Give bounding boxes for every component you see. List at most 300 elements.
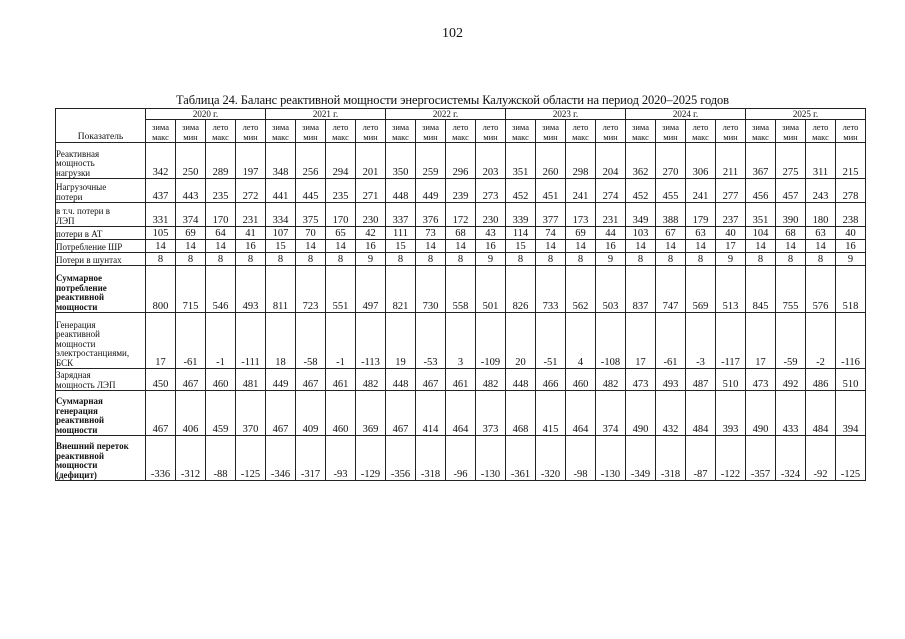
row-label-line: генерация	[56, 405, 98, 416]
value-cell: 179	[686, 203, 716, 227]
value-cell: 270	[656, 143, 686, 179]
value-cell: 63	[686, 227, 716, 240]
row-label-line: нагрузки	[56, 167, 91, 178]
value-cell: 460	[566, 369, 596, 391]
value-cell: 459	[206, 391, 236, 436]
value-cell: -356	[386, 436, 416, 481]
value-cell: 8	[506, 253, 536, 266]
value-cell: 41	[236, 227, 266, 240]
value-cell: 15	[266, 240, 296, 253]
value-cell: 111	[386, 227, 416, 240]
season-header-line: макс	[272, 132, 289, 142]
value-cell: 14	[656, 240, 686, 253]
value-cell: 273	[476, 179, 506, 203]
value-cell: 351	[506, 143, 536, 179]
value-cell: 484	[806, 391, 836, 436]
value-cell: 490	[746, 391, 776, 436]
value-cell: 70	[296, 227, 326, 240]
value-cell: 370	[236, 391, 266, 436]
season-header	[476, 120, 506, 143]
value-cell: -346	[266, 436, 296, 481]
season-header-line: зима	[782, 122, 799, 132]
row-label-line: реактивной	[56, 292, 105, 302]
value-cell: 334	[266, 203, 296, 227]
value-cell: -88	[206, 436, 236, 481]
value-cell: 467	[386, 391, 416, 436]
table-row	[56, 436, 866, 481]
season-header-line: мин	[783, 132, 798, 142]
value-cell: -53	[416, 313, 446, 369]
value-cell: 259	[416, 143, 446, 179]
value-cell: 8	[146, 253, 176, 266]
season-header	[206, 120, 236, 143]
table-row	[56, 143, 866, 179]
value-cell: 455	[656, 179, 686, 203]
value-cell: 448	[386, 179, 416, 203]
year-header: 2025 г.	[746, 109, 866, 120]
value-cell: 415	[536, 391, 566, 436]
value-cell: 294	[326, 143, 356, 179]
value-cell: -109	[476, 313, 506, 369]
value-cell: 74	[536, 227, 566, 240]
value-cell: 197	[236, 143, 266, 179]
value-cell: -318	[656, 436, 686, 481]
row-label-line: мощность	[56, 158, 95, 168]
row-label-line: потери	[56, 191, 83, 202]
value-cell: 460	[206, 369, 236, 391]
season-header-line: лето	[572, 122, 589, 132]
value-cell: 271	[356, 179, 386, 203]
table-row	[56, 179, 866, 203]
value-cell: 8	[746, 253, 776, 266]
value-cell: 237	[716, 203, 746, 227]
row-label-line: Внешний переток	[56, 441, 129, 451]
row-label	[56, 391, 146, 436]
value-cell: 203	[476, 143, 506, 179]
year-header: 2023 г.	[506, 109, 626, 120]
value-cell: 821	[386, 266, 416, 313]
value-cell: 8	[656, 253, 686, 266]
row-label	[56, 203, 146, 227]
value-cell: 481	[236, 369, 266, 391]
value-cell: 114	[506, 227, 536, 240]
table-row	[56, 369, 866, 391]
value-cell: 14	[146, 240, 176, 253]
value-cell: -96	[446, 436, 476, 481]
row-label-line: реактивной	[56, 415, 105, 425]
row-label-line: Суммарное	[56, 273, 103, 283]
value-cell: 393	[716, 391, 746, 436]
season-header	[236, 120, 266, 143]
value-cell: 811	[266, 266, 296, 313]
value-cell: 8	[296, 253, 326, 266]
value-cell: -92	[806, 436, 836, 481]
value-cell: 260	[536, 143, 566, 179]
value-cell: 67	[656, 227, 686, 240]
value-cell: 342	[146, 143, 176, 179]
season-header-line: зима	[272, 122, 289, 132]
row-label-line: Зарядная	[56, 370, 91, 380]
value-cell: 437	[146, 179, 176, 203]
season-header-line: макс	[632, 132, 649, 142]
season-header-line: мин	[303, 132, 318, 142]
value-cell: 69	[176, 227, 206, 240]
season-header-line: макс	[752, 132, 769, 142]
value-cell: 369	[356, 391, 386, 436]
value-cell: 349	[626, 203, 656, 227]
season-header-line: мин	[663, 132, 678, 142]
value-cell: 231	[236, 203, 266, 227]
season-header-line: макс	[332, 132, 349, 142]
value-cell: 482	[476, 369, 506, 391]
value-cell: 17	[626, 313, 656, 369]
value-cell: 15	[506, 240, 536, 253]
value-cell: 461	[446, 369, 476, 391]
season-header-line: лето	[332, 122, 349, 132]
season-header-line: зима	[632, 122, 649, 132]
table-row	[56, 391, 866, 436]
value-cell: 16	[836, 240, 866, 253]
value-cell: 487	[686, 369, 716, 391]
value-cell: -93	[326, 436, 356, 481]
value-cell: 826	[506, 266, 536, 313]
table-row	[56, 266, 866, 313]
value-cell: 8	[566, 253, 596, 266]
value-cell: 250	[176, 143, 206, 179]
season-header-line: зима	[512, 122, 529, 132]
value-cell: 107	[266, 227, 296, 240]
value-cell: -320	[536, 436, 566, 481]
value-cell: 211	[716, 143, 746, 179]
value-cell: 449	[266, 369, 296, 391]
value-cell: -125	[236, 436, 266, 481]
season-header	[356, 120, 386, 143]
value-cell: 105	[146, 227, 176, 240]
value-cell: -98	[566, 436, 596, 481]
value-cell: 388	[656, 203, 686, 227]
value-cell: -2	[806, 313, 836, 369]
value-cell: -129	[356, 436, 386, 481]
value-cell: -58	[296, 313, 326, 369]
row-label-line: мощности	[56, 460, 98, 470]
value-cell: 351	[746, 203, 776, 227]
value-cell: -3	[686, 313, 716, 369]
value-cell: 414	[416, 391, 446, 436]
value-cell: 272	[236, 179, 266, 203]
value-cell: 450	[146, 369, 176, 391]
value-cell: 468	[506, 391, 536, 436]
value-cell: 235	[206, 179, 236, 203]
season-header-line: зима	[182, 122, 199, 132]
row-label-line: БСК	[56, 357, 74, 368]
value-cell: 239	[446, 179, 476, 203]
season-header	[266, 120, 296, 143]
value-cell: 14	[686, 240, 716, 253]
value-cell: 452	[626, 179, 656, 203]
row-label	[56, 240, 146, 253]
value-cell: 8	[236, 253, 266, 266]
value-cell: 8	[206, 253, 236, 266]
value-cell: 14	[296, 240, 326, 253]
year-header: 2020 г.	[146, 109, 266, 120]
value-cell: 274	[596, 179, 626, 203]
value-cell: 473	[626, 369, 656, 391]
value-cell: 362	[626, 143, 656, 179]
value-cell: 546	[206, 266, 236, 313]
season-header	[536, 120, 566, 143]
value-cell: -122	[716, 436, 746, 481]
value-cell: 409	[296, 391, 326, 436]
value-cell: 482	[596, 369, 626, 391]
season-header	[446, 120, 476, 143]
season-header	[416, 120, 446, 143]
value-cell: 497	[356, 266, 386, 313]
value-cell: 311	[806, 143, 836, 179]
value-cell: 3	[446, 313, 476, 369]
value-cell: 433	[776, 391, 806, 436]
season-header-line: макс	[812, 132, 829, 142]
reactive-power-balance-table	[55, 108, 866, 481]
value-cell: -87	[686, 436, 716, 481]
value-cell: 8	[266, 253, 296, 266]
value-cell: -116	[836, 313, 866, 369]
season-header-line: лето	[482, 122, 499, 132]
season-header-line: лето	[602, 122, 619, 132]
row-label-line: потребление	[56, 282, 107, 293]
season-header	[296, 120, 326, 143]
row-label-line: мощности	[56, 424, 98, 435]
value-cell: 558	[446, 266, 476, 313]
value-cell: 14	[746, 240, 776, 253]
page-number: 102	[442, 26, 463, 41]
row-label	[56, 369, 146, 391]
season-header-line: лето	[242, 122, 259, 132]
season-header	[716, 120, 746, 143]
row-label-line: Реактивная	[56, 148, 100, 159]
value-cell: 837	[626, 266, 656, 313]
season-header	[626, 120, 656, 143]
value-cell: -318	[416, 436, 446, 481]
value-cell: 275	[776, 143, 806, 179]
value-cell: 501	[476, 266, 506, 313]
value-cell: 277	[716, 179, 746, 203]
value-cell: 231	[596, 203, 626, 227]
season-header-line: зима	[302, 122, 319, 132]
value-cell: 492	[776, 369, 806, 391]
season-header	[326, 120, 356, 143]
value-cell: 482	[356, 369, 386, 391]
value-cell: 9	[356, 253, 386, 266]
value-cell: 493	[656, 369, 686, 391]
value-cell: -1	[326, 313, 356, 369]
season-header-line: лето	[452, 122, 469, 132]
value-cell: 14	[776, 240, 806, 253]
season-header-line: зима	[542, 122, 559, 132]
season-header-line: мин	[483, 132, 498, 142]
row-label-line: Нагрузочные	[56, 182, 107, 192]
value-cell: 73	[416, 227, 446, 240]
row-label	[56, 436, 146, 481]
value-cell: 17	[716, 240, 746, 253]
value-cell: 406	[176, 391, 206, 436]
value-cell: 173	[566, 203, 596, 227]
value-cell: 42	[356, 227, 386, 240]
value-cell: 441	[266, 179, 296, 203]
season-header-line: зима	[422, 122, 439, 132]
value-cell: -59	[776, 313, 806, 369]
season-header-line: лето	[842, 122, 859, 132]
value-cell: 8	[326, 253, 356, 266]
season-header-line: мин	[183, 132, 198, 142]
season-header	[566, 120, 596, 143]
value-cell: -61	[656, 313, 686, 369]
value-cell: 63	[806, 227, 836, 240]
value-cell: 243	[806, 179, 836, 203]
value-cell: 9	[716, 253, 746, 266]
value-cell: 9	[836, 253, 866, 266]
value-cell: 467	[176, 369, 206, 391]
table-row	[56, 253, 866, 266]
value-cell: 104	[746, 227, 776, 240]
season-header	[806, 120, 836, 143]
value-cell: 845	[746, 266, 776, 313]
value-cell: 8	[416, 253, 446, 266]
value-cell: 467	[296, 369, 326, 391]
season-header-line: зима	[752, 122, 769, 132]
row-label-line: реактивной	[56, 450, 105, 461]
value-cell: 238	[836, 203, 866, 227]
value-cell: 443	[176, 179, 206, 203]
value-cell: 15	[386, 240, 416, 253]
value-cell: 8	[806, 253, 836, 266]
value-cell: 464	[446, 391, 476, 436]
value-cell: 339	[506, 203, 536, 227]
value-cell: 461	[326, 369, 356, 391]
value-cell: 518	[836, 266, 866, 313]
value-cell: 289	[206, 143, 236, 179]
value-cell: 170	[326, 203, 356, 227]
value-cell: 18	[266, 313, 296, 369]
value-cell: 278	[836, 179, 866, 203]
value-cell: 733	[536, 266, 566, 313]
season-header	[836, 120, 866, 143]
row-label-line: Потребление ШР	[56, 241, 123, 252]
table-row	[56, 227, 866, 240]
year-header: 2021 г.	[266, 109, 386, 120]
value-cell: 14	[806, 240, 836, 253]
value-cell: 576	[806, 266, 836, 313]
value-cell: 337	[386, 203, 416, 227]
value-cell: 8	[176, 253, 206, 266]
value-cell: 513	[716, 266, 746, 313]
value-cell: 9	[596, 253, 626, 266]
value-cell: 747	[656, 266, 686, 313]
value-cell: 103	[626, 227, 656, 240]
season-header-line: лето	[812, 122, 829, 132]
season-header-line: макс	[152, 132, 169, 142]
value-cell: -357	[746, 436, 776, 481]
value-cell: 448	[506, 369, 536, 391]
season-header-line: мин	[243, 132, 258, 142]
value-cell: 170	[206, 203, 236, 227]
value-cell: 562	[566, 266, 596, 313]
season-header-line: лето	[212, 122, 229, 132]
row-label	[56, 227, 146, 240]
value-cell: 374	[596, 391, 626, 436]
value-cell: 17	[746, 313, 776, 369]
value-cell: -317	[296, 436, 326, 481]
value-cell: 17	[146, 313, 176, 369]
value-cell: 503	[596, 266, 626, 313]
row-label-line: (дефицит)	[56, 469, 97, 480]
value-cell: 19	[386, 313, 416, 369]
value-cell: 20	[506, 313, 536, 369]
season-header-line: лето	[362, 122, 379, 132]
value-cell: -324	[776, 436, 806, 481]
value-cell: 390	[776, 203, 806, 227]
value-cell: 8	[536, 253, 566, 266]
season-header-line: макс	[212, 132, 229, 142]
value-cell: 467	[416, 369, 446, 391]
value-cell: 376	[416, 203, 446, 227]
value-cell: 348	[266, 143, 296, 179]
value-cell: -61	[176, 313, 206, 369]
value-cell: 448	[386, 369, 416, 391]
value-cell: 486	[806, 369, 836, 391]
value-cell: 69	[566, 227, 596, 240]
value-cell: 215	[836, 143, 866, 179]
value-cell: 296	[446, 143, 476, 179]
season-header	[386, 120, 416, 143]
value-cell: 467	[146, 391, 176, 436]
value-cell: 14	[176, 240, 206, 253]
value-cell: 201	[356, 143, 386, 179]
value-cell: 375	[296, 203, 326, 227]
value-cell: 493	[236, 266, 266, 313]
value-cell: 16	[596, 240, 626, 253]
value-cell: 4	[566, 313, 596, 369]
season-header-line: мин	[363, 132, 378, 142]
value-cell: 374	[176, 203, 206, 227]
value-cell: 460	[326, 391, 356, 436]
value-cell: -130	[476, 436, 506, 481]
value-cell: 8	[686, 253, 716, 266]
season-header	[506, 120, 536, 143]
value-cell: 490	[626, 391, 656, 436]
value-cell: 16	[236, 240, 266, 253]
value-cell: 755	[776, 266, 806, 313]
value-cell: -51	[536, 313, 566, 369]
row-label-line: ЛЭП	[56, 215, 75, 226]
value-cell: 8	[626, 253, 656, 266]
row-label-line: электростанциями,	[56, 348, 130, 358]
season-header-line: мин	[543, 132, 558, 142]
row-label	[56, 143, 146, 179]
value-cell: -125	[836, 436, 866, 481]
value-cell: 16	[356, 240, 386, 253]
row-label	[56, 266, 146, 313]
value-cell: 68	[446, 227, 476, 240]
row-label-line: мощности	[56, 301, 98, 312]
value-cell: -130	[596, 436, 626, 481]
value-cell: 43	[476, 227, 506, 240]
value-cell: 14	[566, 240, 596, 253]
season-header-line: зима	[392, 122, 409, 132]
value-cell: 451	[536, 179, 566, 203]
value-cell: -312	[176, 436, 206, 481]
value-cell: 723	[296, 266, 326, 313]
value-cell: 9	[476, 253, 506, 266]
